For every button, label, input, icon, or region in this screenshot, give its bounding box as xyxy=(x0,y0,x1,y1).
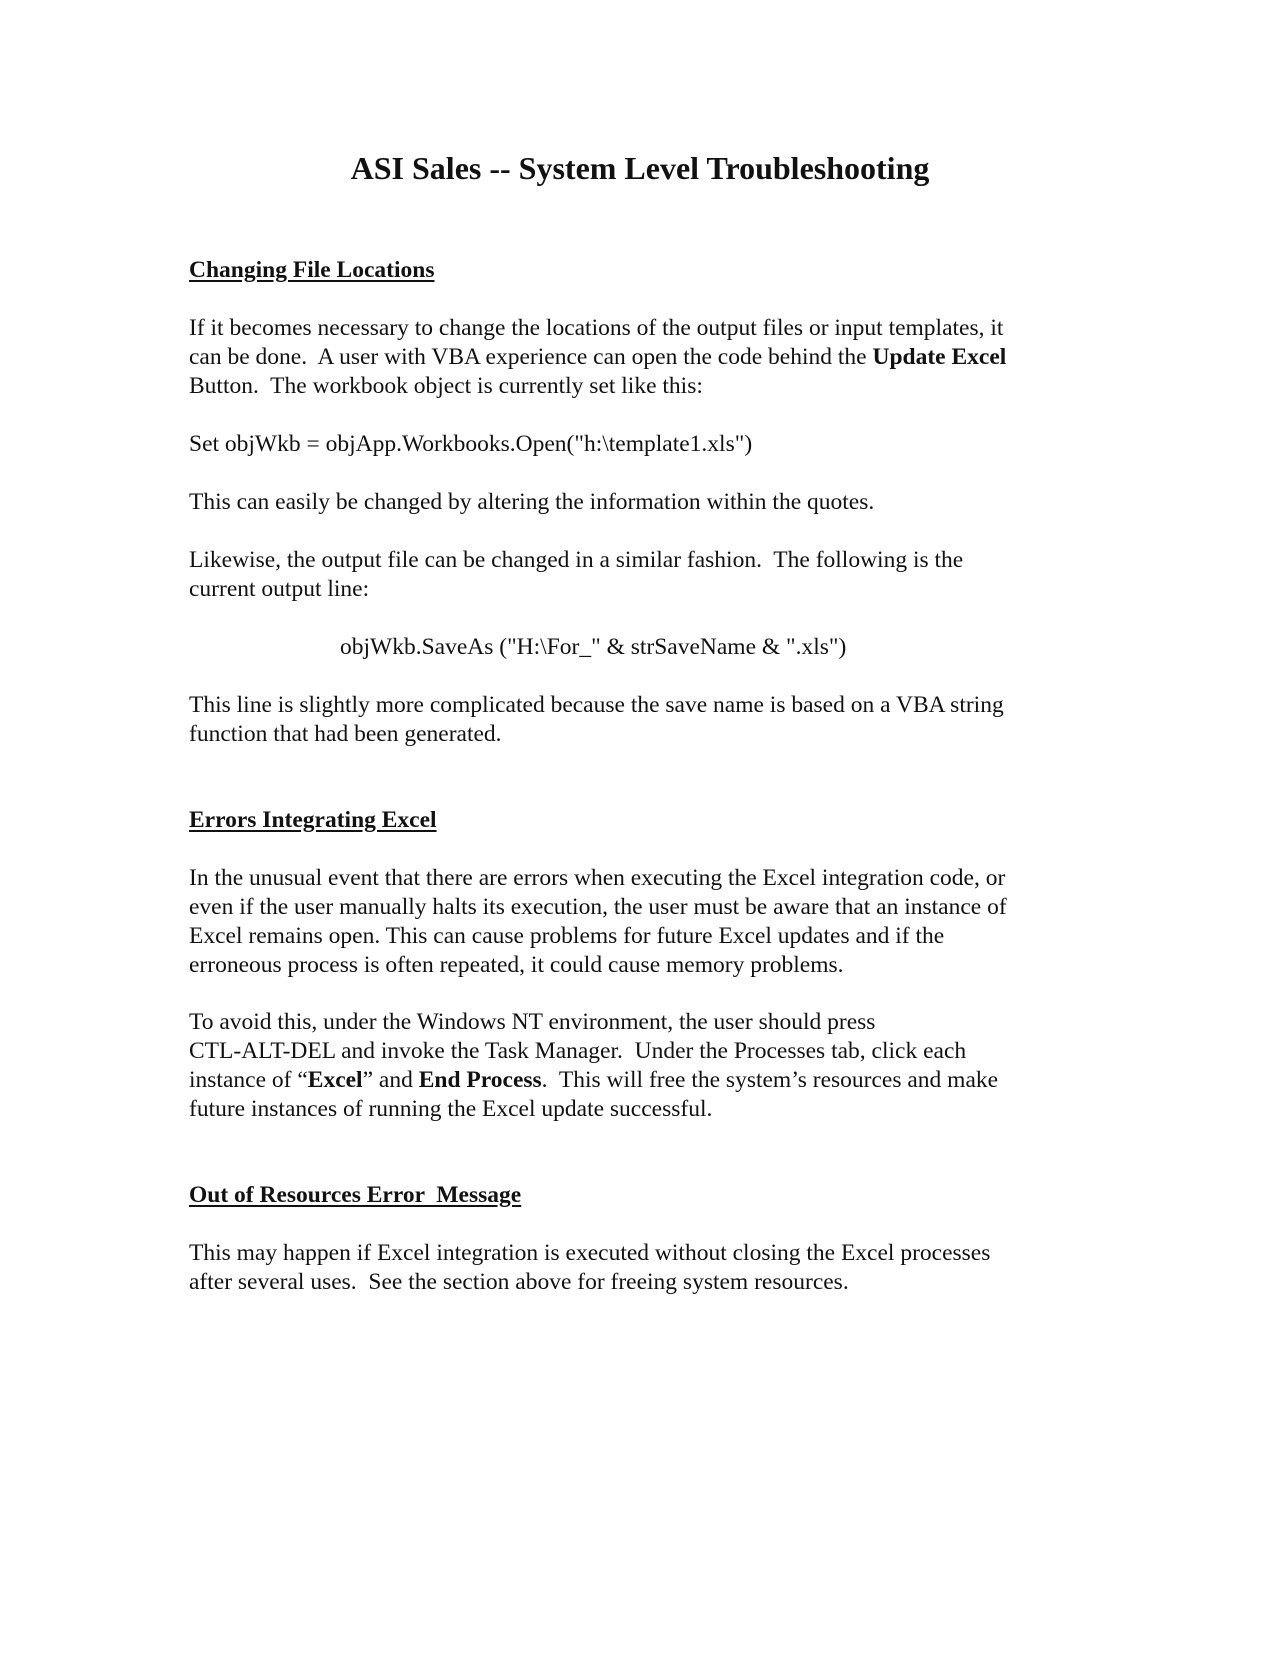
text-run: . This will free the system’s resources and make xyxy=(541,1067,999,1093)
section-heading-out-of-resources: Out of Resources Error Message xyxy=(189,1182,522,1208)
paragraph-file-locations-intro xyxy=(189,314,1089,401)
text-run: ” and xyxy=(362,1067,419,1093)
paragraph-out-of-resources xyxy=(189,1239,1089,1297)
text-line xyxy=(189,1066,1089,1095)
text-line: CTL-ALT-DEL and invoke the Task Manager. Under the Processes tab, click each xyxy=(189,1038,967,1064)
text-run: can be done. A user with VBA experience can open the code behind the xyxy=(189,344,873,370)
section-heading-changing-file-locations: Changing File Locations xyxy=(189,257,435,283)
paragraph-change-quotes: This can easily be changed by altering the information within the quotes. xyxy=(189,489,875,515)
update-excel-bold: Update Excel xyxy=(872,344,1007,370)
text-line: future instances of running the Excel update successful. xyxy=(189,1096,713,1122)
code-line-open-template: Set objWkb = objApp.Workbooks.Open("h:\template1.xls") xyxy=(189,431,753,457)
document-title: ASI Sales -- System Level Troubleshooting xyxy=(350,150,930,186)
end-process-bold: End Process xyxy=(418,1067,542,1093)
text-line: Likewise, the output file can be changed in a similar fashion. The following is the xyxy=(189,547,964,573)
code-line-save-as: objWkb.SaveAs ("H:\For_" & strSaveName & ".xls") xyxy=(340,634,847,660)
paragraph-save-name-explanation xyxy=(189,691,1089,749)
text-line: Excel remains open. This can cause problems for future Excel updates and if the xyxy=(189,923,945,949)
text-line: This may happen if Excel integration is executed without closing the Excel processes xyxy=(189,1240,991,1266)
paragraph-excel-errors xyxy=(189,864,1089,980)
text-line: If it becomes necessary to change the locations of the output files or input templates, it xyxy=(189,315,1004,341)
text-line: function that had been generated. xyxy=(189,721,502,747)
text-line: Button. The workbook object is currently set like this: xyxy=(189,373,703,399)
text-line: after several uses. See the section above for freeing system resources. xyxy=(189,1269,849,1295)
text-line: In the unusual event that there are errors when executing the Excel integration code, or xyxy=(189,865,1006,891)
excel-bold: Excel xyxy=(307,1067,363,1093)
text-line: To avoid this, under the Windows NT environment, the user should press xyxy=(189,1009,876,1035)
text-line: even if the user manually halts its execution, the user must be aware that an instance of xyxy=(189,894,1007,920)
text-line: erroneous process is often repeated, it could cause memory problems. xyxy=(189,952,844,978)
text-line: This line is slightly more complicated because the save name is based on a VBA string xyxy=(189,692,1004,718)
text-line: current output line: xyxy=(189,576,370,602)
paragraph-task-manager-instructions xyxy=(189,1008,1089,1124)
paragraph-output-file xyxy=(189,546,1089,604)
text-run: instance of “ xyxy=(189,1067,308,1093)
section-heading-errors-integrating-excel: Errors Integrating Excel xyxy=(189,807,437,833)
text-line xyxy=(189,343,1089,372)
